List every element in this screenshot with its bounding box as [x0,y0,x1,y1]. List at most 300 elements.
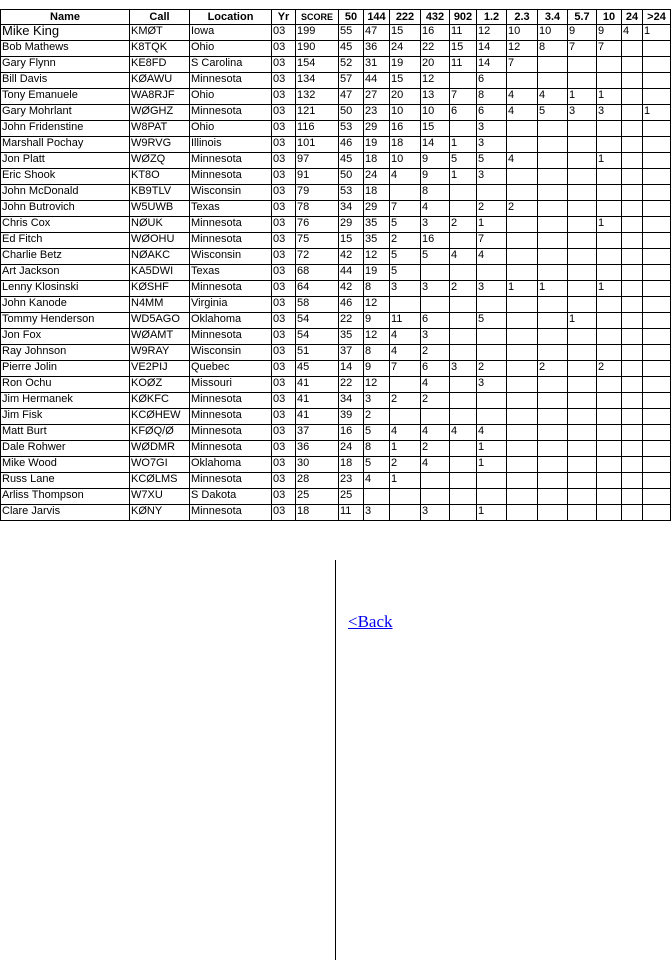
cell-band-above-24 [643,345,671,361]
cell-band-above-24 [643,489,671,505]
cell-name: Charlie Betz [1,249,130,265]
cell-band-1.2: 2 [477,201,507,217]
cell-band-24 [622,41,643,57]
cell-band-5.7 [568,217,597,233]
cell-band-902 [450,409,477,425]
cell-band-50: 25 [339,489,364,505]
cell-band-2.3: 2 [507,201,538,217]
cell-band-902: 1 [450,137,477,153]
cell-band-50: 22 [339,377,364,393]
cell-band-24 [622,201,643,217]
cell-band-432: 15 [421,121,450,137]
cell-band-222 [390,377,421,393]
cell-band-222: 4 [390,345,421,361]
cell-year: 03 [272,121,296,137]
back-link[interactable]: <Back [348,612,393,631]
cell-year: 03 [272,441,296,457]
cell-band-222: 4 [390,425,421,441]
cell-name: Chris Cox [1,217,130,233]
cell-location: Minnesota [190,505,272,521]
cell-band-above-24 [643,377,671,393]
cell-band-24 [622,137,643,153]
cell-band-above-24 [643,505,671,521]
cell-call: W9RAY [130,345,190,361]
cell-band-3.4 [538,265,568,281]
cell-band-144: 24 [364,169,390,185]
cell-score: 199 [296,25,339,41]
cell-band-432: 20 [421,57,450,73]
cell-band-10 [597,505,622,521]
cell-score: 28 [296,473,339,489]
cell-location: Minnesota [190,217,272,233]
cell-band-2.3: 4 [507,105,538,121]
cell-band-above-24 [643,393,671,409]
cell-year: 03 [272,73,296,89]
cell-band-432: 12 [421,73,450,89]
cell-band-902: 6 [450,105,477,121]
cell-band-10: 3 [597,105,622,121]
cell-band-3.4 [538,121,568,137]
cell-band-222 [390,489,421,505]
cell-year: 03 [272,377,296,393]
cell-band-24 [622,361,643,377]
table-row [1,345,671,361]
cell-location: Minnesota [190,169,272,185]
cell-year: 03 [272,489,296,505]
cell-band-902 [450,313,477,329]
header-band-222: 222 [390,10,421,25]
cell-band-222: 1 [390,473,421,489]
cell-band-144: 12 [364,377,390,393]
cell-band-3.4 [538,217,568,233]
cell-band-24 [622,457,643,473]
table-row [1,393,671,409]
cell-score: 68 [296,265,339,281]
cell-band-above-24 [643,137,671,153]
cell-band-10 [597,441,622,457]
cell-band-24 [622,217,643,233]
cell-name: Ray Johnson [1,345,130,361]
cell-band-above-24 [643,441,671,457]
cell-band-432 [421,297,450,313]
cell-band-902 [450,489,477,505]
cell-band-432: 2 [421,345,450,361]
cell-band-10: 1 [597,217,622,233]
table-row [1,153,671,169]
cell-year: 03 [272,409,296,425]
cell-band-50: 18 [339,457,364,473]
cell-year: 03 [272,89,296,105]
cell-score: 116 [296,121,339,137]
cell-name: John Kanode [1,297,130,313]
cell-band-3.4: 1 [538,281,568,297]
cell-band-902: 1 [450,169,477,185]
cell-band-1.2 [477,329,507,345]
cell-band-10: 1 [597,89,622,105]
cell-year: 03 [272,265,296,281]
cell-year: 03 [272,393,296,409]
cell-band-144: 4 [364,473,390,489]
cell-band-1.2: 2 [477,361,507,377]
header-year: Yr [272,10,296,25]
cell-band-144: 5 [364,457,390,473]
cell-band-50: 23 [339,473,364,489]
cell-band-902: 2 [450,281,477,297]
cell-band-222: 1 [390,441,421,457]
table-row [1,265,671,281]
cell-band-10 [597,377,622,393]
table-row [1,121,671,137]
cell-band-144: 3 [364,505,390,521]
cell-band-2.3 [507,313,538,329]
cell-score: 78 [296,201,339,217]
cell-band-1.2: 4 [477,425,507,441]
cell-band-1.2: 3 [477,137,507,153]
cell-band-1.2 [477,345,507,361]
header-band-5.7: 5.7 [568,10,597,25]
cell-band-2.3 [507,249,538,265]
cell-band-2.3 [507,505,538,521]
cell-band-902 [450,329,477,345]
cell-band-5.7 [568,233,597,249]
cell-year: 03 [272,217,296,233]
cell-band-3.4 [538,393,568,409]
cell-year: 03 [272,153,296,169]
cell-location: Minnesota [190,281,272,297]
cell-band-2.3 [507,457,538,473]
cell-band-144: 18 [364,153,390,169]
cell-score: 54 [296,313,339,329]
cell-band-above-24 [643,265,671,281]
cell-name: Eric Shook [1,169,130,185]
cell-band-2.3 [507,473,538,489]
cell-band-10: 2 [597,361,622,377]
table-row [1,137,671,153]
score-table [0,9,671,521]
cell-call: KCØHEW [130,409,190,425]
cell-band-432: 16 [421,233,450,249]
cell-band-10: 7 [597,41,622,57]
cell-band-222 [390,505,421,521]
cell-score: 51 [296,345,339,361]
table-row [1,313,671,329]
cell-band-902 [450,233,477,249]
cell-score: 190 [296,41,339,57]
cell-name: Bob Mathews [1,41,130,57]
cell-band-144: 19 [364,137,390,153]
cell-score: 41 [296,377,339,393]
cell-band-10 [597,345,622,361]
cell-location: Minnesota [190,441,272,457]
cell-band-above-24 [643,73,671,89]
cell-band-222: 15 [390,73,421,89]
header-band-144: 144 [364,10,390,25]
cell-band-50: 50 [339,105,364,121]
cell-band-above-24 [643,57,671,73]
cell-name: Art Jackson [1,265,130,281]
cell-name: Jim Fisk [1,409,130,425]
cell-band-50: 16 [339,425,364,441]
cell-band-432: 4 [421,377,450,393]
table-row [1,233,671,249]
cell-call: WØAMT [130,329,190,345]
cell-name: Lenny Klosinski [1,281,130,297]
cell-score: 134 [296,73,339,89]
cell-call: WD5AGO [130,313,190,329]
cell-year: 03 [272,137,296,153]
cell-name: Gary Mohrlant [1,105,130,121]
cell-name: Ed Fitch [1,233,130,249]
cell-band-50: 34 [339,201,364,217]
cell-name: Mike King [1,25,130,41]
cell-call: WA8RJF [130,89,190,105]
cell-band-222: 5 [390,217,421,233]
cell-band-10 [597,297,622,313]
cell-band-1.2: 1 [477,441,507,457]
cell-band-2.3 [507,185,538,201]
cell-location: Illinois [190,137,272,153]
cell-year: 03 [272,57,296,73]
cell-band-24 [622,153,643,169]
cell-score: 97 [296,153,339,169]
cell-year: 03 [272,281,296,297]
cell-year: 03 [272,313,296,329]
cell-band-5.7 [568,393,597,409]
cell-band-3.4 [538,249,568,265]
cell-location: Ohio [190,121,272,137]
cell-band-24 [622,297,643,313]
table-row [1,361,671,377]
cell-band-24 [622,249,643,265]
cell-band-432: 3 [421,329,450,345]
cell-band-902 [450,377,477,393]
cell-year: 03 [272,249,296,265]
cell-call: KMØT [130,25,190,41]
cell-band-902: 7 [450,89,477,105]
cell-call: WØDMR [130,441,190,457]
cell-band-1.2: 8 [477,89,507,105]
cell-band-2.3 [507,297,538,313]
cell-band-2.3 [507,121,538,137]
cell-year: 03 [272,345,296,361]
cell-band-50: 46 [339,297,364,313]
cell-band-1.2: 1 [477,217,507,233]
table-row [1,25,671,41]
cell-band-432: 2 [421,393,450,409]
cell-band-10 [597,457,622,473]
cell-band-432: 8 [421,185,450,201]
cell-band-144: 8 [364,281,390,297]
cell-band-432: 3 [421,281,450,297]
cell-score: 154 [296,57,339,73]
header-name: Name [1,10,130,25]
cell-band-24 [622,313,643,329]
table-row [1,297,671,313]
cell-name: Mike Wood [1,457,130,473]
table-row [1,73,671,89]
cell-band-2.3 [507,345,538,361]
cell-call: KØNY [130,505,190,521]
cell-band-50: 24 [339,441,364,457]
cell-band-222: 20 [390,89,421,105]
table-row [1,441,671,457]
cell-band-144: 47 [364,25,390,41]
cell-band-above-24 [643,409,671,425]
cell-year: 03 [272,201,296,217]
cell-band-24 [622,57,643,73]
cell-band-2.3 [507,393,538,409]
cell-year: 03 [272,329,296,345]
cell-band-2.3 [507,441,538,457]
cell-score: 75 [296,233,339,249]
cell-band-3.4 [538,233,568,249]
cell-band-50: 15 [339,233,364,249]
cell-location: Minnesota [190,393,272,409]
cell-location: Minnesota [190,409,272,425]
cell-location: Minnesota [190,105,272,121]
cell-band-222: 4 [390,169,421,185]
cell-band-above-24 [643,249,671,265]
cell-band-50: 14 [339,361,364,377]
cell-location: Ohio [190,41,272,57]
cell-band-2.3 [507,169,538,185]
table-row [1,377,671,393]
cell-band-50: 39 [339,409,364,425]
cell-name: Clare Jarvis [1,505,130,521]
cell-band-50: 45 [339,41,364,57]
cell-band-10 [597,121,622,137]
table-row [1,185,671,201]
cell-band-902: 15 [450,41,477,57]
cell-band-5.7 [568,329,597,345]
cell-band-1.2: 4 [477,249,507,265]
cell-name: John Butrovich [1,201,130,217]
cell-band-432: 2 [421,441,450,457]
cell-location: S Dakota [190,489,272,505]
cell-band-2.3 [507,409,538,425]
cell-band-above-24 [643,297,671,313]
cell-score: 76 [296,217,339,233]
cell-band-above-24 [643,361,671,377]
cell-band-432: 4 [421,457,450,473]
cell-band-24 [622,265,643,281]
cell-band-432 [421,409,450,425]
cell-band-24 [622,89,643,105]
cell-band-3.4 [538,153,568,169]
cell-band-2.3 [507,265,538,281]
cell-band-1.2: 12 [477,25,507,41]
cell-band-144: 9 [364,361,390,377]
cell-band-10 [597,73,622,89]
cell-band-above-24 [643,233,671,249]
cell-band-902 [450,121,477,137]
table-row [1,169,671,185]
cell-band-3.4: 2 [538,361,568,377]
cell-band-50: 53 [339,121,364,137]
cell-band-3.4 [538,345,568,361]
cell-band-1.2: 3 [477,121,507,137]
cell-band-above-24 [643,201,671,217]
cell-band-222: 24 [390,41,421,57]
cell-band-902: 5 [450,153,477,169]
cell-band-222: 16 [390,121,421,137]
cell-name: Ron Ochu [1,377,130,393]
cell-year: 03 [272,41,296,57]
table-row [1,409,671,425]
cell-band-5.7 [568,297,597,313]
cell-band-3.4 [538,297,568,313]
cell-band-144: 27 [364,89,390,105]
cell-location: S Carolina [190,57,272,73]
cell-band-144: 5 [364,425,390,441]
cell-year: 03 [272,505,296,521]
cell-band-above-24 [643,185,671,201]
cell-band-432: 9 [421,153,450,169]
cell-score: 25 [296,489,339,505]
cell-band-50: 52 [339,57,364,73]
cell-year: 03 [272,25,296,41]
cell-band-above-24 [643,281,671,297]
cell-band-24 [622,377,643,393]
cell-location: Oklahoma [190,313,272,329]
cell-band-902 [450,185,477,201]
cell-band-3.4 [538,409,568,425]
table-row [1,425,671,441]
cell-band-432: 4 [421,201,450,217]
cell-band-50: 46 [339,137,364,153]
cell-band-24 [622,185,643,201]
column-divider [335,560,336,960]
cell-band-10 [597,393,622,409]
cell-band-144: 8 [364,345,390,361]
cell-call: KCØLMS [130,473,190,489]
cell-call: NØUK [130,217,190,233]
cell-call: WØGHZ [130,105,190,121]
cell-band-5.7: 9 [568,25,597,41]
cell-location: Minnesota [190,329,272,345]
cell-band-10 [597,201,622,217]
cell-year: 03 [272,457,296,473]
cell-band-50: 45 [339,153,364,169]
cell-band-50: 55 [339,25,364,41]
cell-band-above-24 [643,89,671,105]
cell-band-2.3 [507,361,538,377]
cell-band-10 [597,329,622,345]
cell-band-above-24 [643,153,671,169]
cell-band-above-24 [643,329,671,345]
cell-score: 79 [296,185,339,201]
cell-band-432 [421,265,450,281]
cell-band-2.3 [507,425,538,441]
cell-band-432: 16 [421,25,450,41]
cell-band-3.4 [538,201,568,217]
cell-band-10 [597,185,622,201]
cell-band-432 [421,473,450,489]
table-row [1,457,671,473]
cell-band-902 [450,505,477,521]
cell-band-432: 5 [421,249,450,265]
cell-band-24 [622,233,643,249]
cell-band-50: 42 [339,281,364,297]
cell-band-1.2: 14 [477,57,507,73]
cell-band-1.2: 5 [477,153,507,169]
header-call: Call [130,10,190,25]
cell-location: Oklahoma [190,457,272,473]
cell-band-902: 3 [450,361,477,377]
cell-call: W9RVG [130,137,190,153]
table-row [1,201,671,217]
cell-band-2.3: 10 [507,25,538,41]
